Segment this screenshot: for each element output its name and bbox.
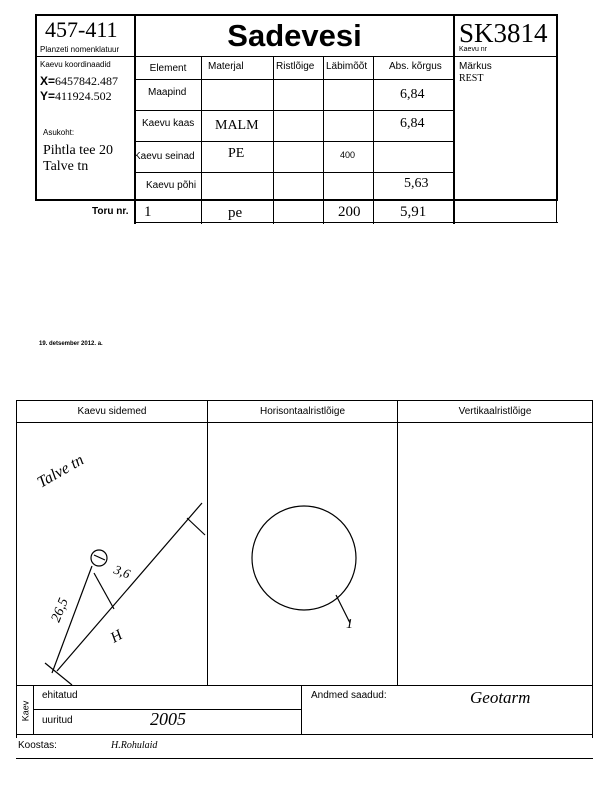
col-cross: Ristlõige [276,61,315,72]
row-element: Kaevu põhi [146,180,197,191]
row-elevation: 6,84 [400,116,425,131]
pipe-label: Toru nr. [92,206,129,217]
section-vertical: Vertikaalristlõige [458,406,532,417]
distance-1: 3,6 [111,561,133,582]
remarks-value: REST [459,73,484,84]
compiler-value: H.Rohulaid [111,740,158,751]
row-element: Kaevu seinad [134,151,195,162]
row-material: MALM [215,118,259,133]
connections-sketch [17,423,207,685]
remarks-label: Märkus [459,61,492,72]
x-coordinate: X=6457842.487 [40,74,119,88]
nomenclature-label: Planzeti nomenklatuur [40,45,120,54]
well-number-label: Kaevu nr [459,46,488,53]
row-diameter: 400 [340,150,356,160]
col-elevation: Abs. kõrgus [389,61,442,72]
row-element: Maapind [148,87,187,98]
col-material: Materjal [208,61,244,72]
row-element: Kaevu kaas [142,118,195,129]
col-element: Element [149,62,187,74]
location-line2: Talve tn [43,159,89,174]
row-elevation: 6,84 [400,87,425,102]
sketch-mark: H [108,627,126,647]
sketch-mark-2: 1 [346,617,353,632]
surveyed-value: 2005 [150,709,186,729]
horizontal-sketch [208,423,397,685]
compiler-label: Koostas: [18,740,57,751]
section-horizontal: Horisontaalristlõige [259,406,346,417]
built-label: ehitatud [42,690,78,701]
row-elevation: 5,63 [404,176,429,191]
kaev-label: Kaev [20,700,31,722]
location-label: Asukoht: [43,128,75,137]
street-note: Talve tn [34,451,87,492]
date-text: 19. detsember 2012. a. [39,341,103,347]
section-connections: Kaevu sidemed [77,406,147,417]
pipe-elevation: 5,91 [400,204,427,220]
pipe-diameter: 200 [338,204,361,220]
nomenclature-number: 457-411 [45,17,118,42]
row-material: PE [228,146,245,161]
coords-label: Kaevu koordinaadid [40,60,111,69]
y-coordinate: Y=411924.502 [40,89,112,103]
page-title: Sadevesi [227,18,362,53]
surveyed-label: uuritud [42,715,73,726]
col-diameter: Läbimõõt [326,61,368,72]
well-number: SK3814 [459,18,548,48]
data-source-label: Andmed saadud: [311,690,387,701]
pipe-number: 1 [144,204,152,220]
data-source-value: Geotarm [470,688,531,707]
distance-2: 26,5 [48,596,72,625]
location-line1: Pihtla tee 20 [43,143,113,158]
pipe-material: pe [228,205,243,221]
